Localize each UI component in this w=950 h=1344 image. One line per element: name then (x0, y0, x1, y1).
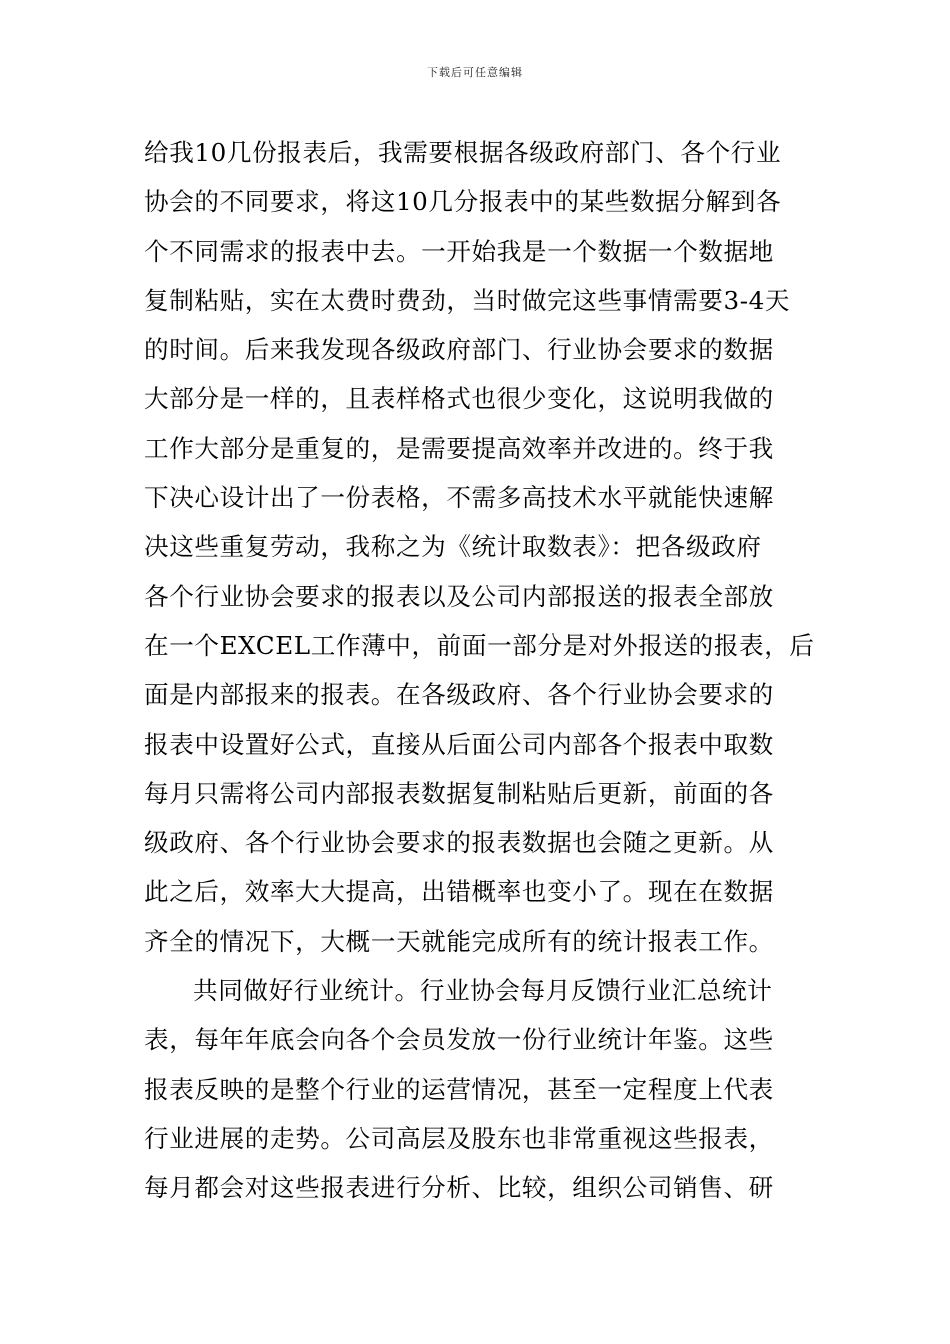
text-line: 此之后，效率大大提高，出错概率也变小了。现在在数据 (144, 877, 774, 907)
paragraph-start-line: 共同做好行业统计。行业协会每月反馈行业汇总统计 (193, 976, 773, 1006)
text-line: 面是内部报来的报表。在各级政府、各个行业协会要求的 (144, 680, 774, 710)
text-line: 各个行业协会要求的报表以及公司内部报送的报表全部放 (144, 581, 774, 611)
text-line: 报表中设置好公式，直接从后面公司内部各个报表中取数 (144, 729, 774, 759)
text-line: 协会的不同要求，将这10几分报表中的某些数据分解到各 (144, 187, 782, 217)
text-line: 决这些重复劳动，我称之为《统计取数表》：把各级政府 (144, 532, 762, 562)
text-line: 报表反映的是整个行业的运营情况，甚至一定程度上代表 (144, 1074, 774, 1104)
text-line: 行业进展的走势。公司高层及股东也非常重视这些报表， (144, 1123, 774, 1153)
text-line: 大部分是一样的，且表样格式也很少变化，这说明我做的 (144, 384, 774, 414)
page-header: 下载后可任意编辑 (427, 66, 523, 79)
text-line: 每月都会对这些报表进行分析、比较，组织公司销售、研 (144, 1173, 774, 1203)
text-line: 在一个EXCEL工作薄中，前面一部分是对外报送的报表，后 (144, 630, 815, 660)
document-body (144, 128, 815, 1213)
text-line: 级政府、各个行业协会要求的报表数据也会随之更新。从 (144, 828, 774, 858)
text-line: 齐全的情况下，大概一天就能完成所有的统计报表工作。 (144, 926, 774, 956)
text-line: 表，每年年底会向各个会员发放一份行业统计年鉴。这些 (144, 1025, 774, 1055)
text-line: 的时间。后来我发现各级政府部门、行业协会要求的数据 (144, 335, 774, 365)
text-line: 复制粘贴，实在太费时费劲，当时做完这些事情需要3-4天 (144, 285, 791, 315)
text-line: 给我10几份报表后，我需要根据各级政府部门、各个行业 (144, 138, 782, 167)
text-line: 每月只需将公司内部报表数据复制粘贴后更新，前面的各 (144, 778, 774, 808)
text-line: 个不同需求的报表中去。一开始我是一个数据一个数据地 (144, 236, 774, 266)
text-line: 工作大部分是重复的，是需要提高效率并改进的。终于我 (144, 433, 774, 463)
text-line: 下决心设计出了一份表格，不需多高技术水平就能快速解 (144, 483, 774, 513)
